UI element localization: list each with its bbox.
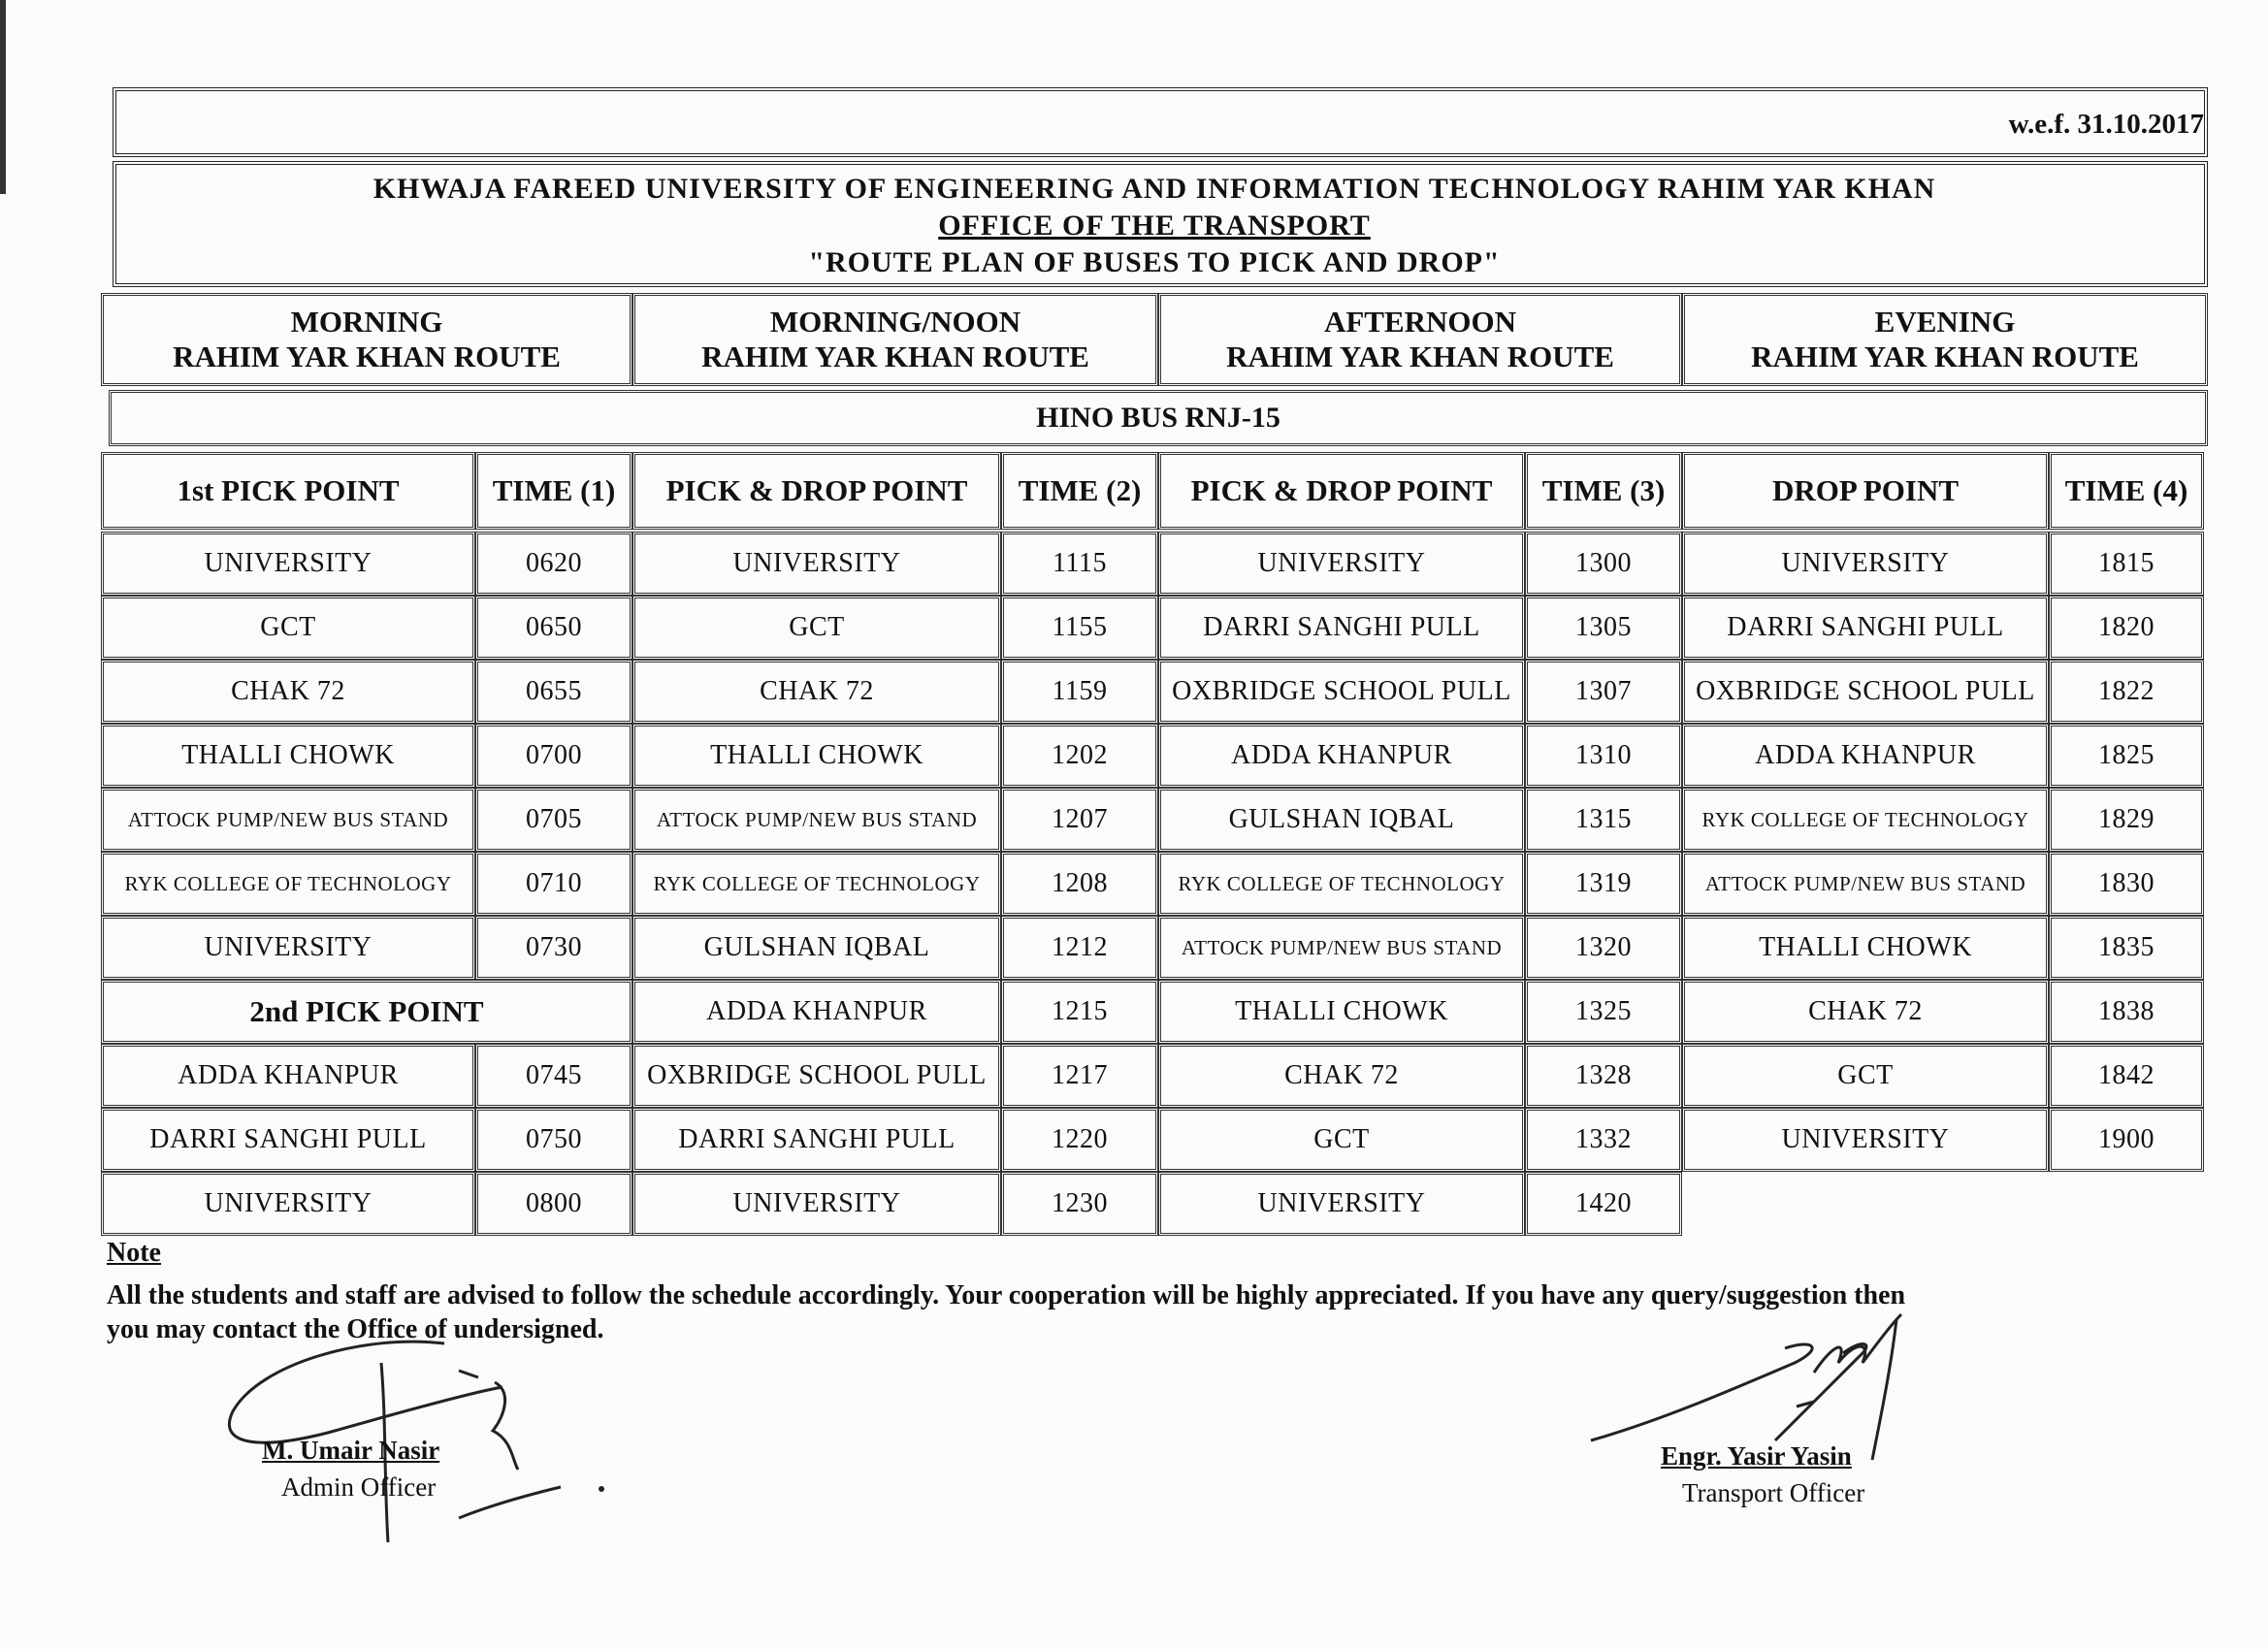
noon-stop: ATTOCK PUMP/NEW BUS STAND [632,788,1001,852]
noon-stop: UNIVERSITY [632,532,1001,596]
afternoon-time: 1420 [1525,1172,1682,1236]
noon-stop: DARRI SANGHI PULL [632,1108,1001,1172]
morning-second-stop: UNIVERSITY [101,1172,475,1236]
noon-time: 1159 [1001,660,1158,724]
evening-stop: ADDA KHANPUR [1682,724,2049,788]
morning-second-time: 0800 [475,1172,632,1236]
route-period: AFTERNOON [1323,305,1517,339]
wef-date: w.e.f. 31.10.2017 [2008,109,2204,140]
noon-time: 1212 [1001,916,1158,980]
column-header-6: DROP POINT [1682,452,2049,530]
noon-time: 1207 [1001,788,1158,852]
afternoon-stop: OXBRIDGE SCHOOL PULL [1158,660,1525,724]
afternoon-stop: CHAK 72 [1158,1044,1525,1108]
route-header-0 [101,293,632,386]
morning-time: 0710 [475,852,632,916]
noon-time: 1115 [1001,532,1158,596]
morning-stop: UNIVERSITY [101,916,475,980]
morning-stop: RYK COLLEGE OF TECHNOLOGY [101,852,475,916]
evening-stop: DARRI SANGHI PULL [1682,596,2049,660]
column-header-1: TIME (1) [475,452,632,530]
noon-time: 1208 [1001,852,1158,916]
afternoon-stop: GCT [1158,1108,1525,1172]
noon-time: 1202 [1001,724,1158,788]
afternoon-time: 1310 [1525,724,1682,788]
evening-time: 1900 [2049,1108,2204,1172]
route-header-2 [1158,293,1682,386]
note-line-1: All the students and staff are advised to follow the schedule accordingly. Your cooperation will be highly appreciated. If you have any query/suggestion then [107,1280,1906,1310]
evening-time: 1825 [2049,724,2204,788]
route-name: RAHIM YAR KHAN ROUTE [1226,340,1614,373]
evening-stop: RYK COLLEGE OF TECHNOLOGY [1682,788,2049,852]
noon-time: 1155 [1001,596,1158,660]
evening-time: 1822 [2049,660,2204,724]
afternoon-stop: UNIVERSITY [1158,1172,1525,1236]
morning-stop: CHAK 72 [101,660,475,724]
afternoon-time: 1300 [1525,532,1682,596]
noon-time: 1215 [1001,980,1158,1044]
noon-stop: ADDA KHANPUR [632,980,1001,1044]
afternoon-stop: UNIVERSITY [1158,532,1525,596]
route-period: MORNING [290,305,443,339]
evening-time: 1820 [2049,596,2204,660]
evening-stop: GCT [1682,1044,2049,1108]
bus-name: HINO BUS RNJ-15 [109,390,2208,446]
column-header-7: TIME (4) [2049,452,2204,530]
second-pick-header: 2nd PICK POINT [101,980,632,1044]
evening-time: 1830 [2049,852,2204,916]
afternoon-time: 1328 [1525,1044,1682,1108]
evening-stop: CHAK 72 [1682,980,2049,1044]
noon-stop: GCT [632,596,1001,660]
afternoon-time: 1305 [1525,596,1682,660]
transport-officer-name: Engr. Yasir Yasin [1661,1441,1852,1471]
afternoon-stop: DARRI SANGHI PULL [1158,596,1525,660]
afternoon-time: 1332 [1525,1108,1682,1172]
evening-time: 1829 [2049,788,2204,852]
route-name: RAHIM YAR KHAN ROUTE [1751,340,2139,373]
noon-time: 1220 [1001,1108,1158,1172]
afternoon-stop: RYK COLLEGE OF TECHNOLOGY [1158,852,1525,916]
column-header-3: TIME (2) [1001,452,1158,530]
morning-stop: ATTOCK PUMP/NEW BUS STAND [101,788,475,852]
noon-stop: CHAK 72 [632,660,1001,724]
evening-stop: OXBRIDGE SCHOOL PULL [1682,660,2049,724]
afternoon-stop: THALLI CHOWK [1158,980,1525,1044]
university-title: KHWAJA FAREED UNIVERSITY OF ENGINEERING AND INFORMATION TECHNOLOGY RAHIM YAR KHAN [373,173,1936,205]
morning-time: 0730 [475,916,632,980]
afternoon-stop: ATTOCK PUMP/NEW BUS STAND [1158,916,1525,980]
plan-title: "ROUTE PLAN OF BUSES TO PICK AND DROP" [808,246,1501,278]
afternoon-time: 1320 [1525,916,1682,980]
route-period: MORNING/NOON [769,305,1021,339]
route-header-1 [632,293,1158,386]
evening-stop: UNIVERSITY [1682,1108,2049,1172]
column-header-5: TIME (3) [1525,452,1682,530]
afternoon-time: 1319 [1525,852,1682,916]
column-header-2: PICK & DROP POINT [632,452,1001,530]
noon-stop: UNIVERSITY [632,1172,1001,1236]
morning-time: 0650 [475,596,632,660]
outer-frame [113,87,2208,157]
morning-stop: UNIVERSITY [101,532,475,596]
afternoon-stop: GULSHAN IQBAL [1158,788,1525,852]
route-name: RAHIM YAR KHAN ROUTE [701,340,1089,373]
evening-time: 1842 [2049,1044,2204,1108]
note-heading: Note [107,1238,161,1268]
noon-stop: THALLI CHOWK [632,724,1001,788]
admin-officer-title: Admin Officer [281,1472,437,1502]
morning-time: 0655 [475,660,632,724]
noon-time: 1217 [1001,1044,1158,1108]
evening-time: 1835 [2049,916,2204,980]
morning-time: 0705 [475,788,632,852]
evening-stop: THALLI CHOWK [1682,916,2049,980]
afternoon-time: 1307 [1525,660,1682,724]
route-plan-sheet [101,87,2208,1268]
morning-stop: GCT [101,596,475,660]
evening-stop: UNIVERSITY [1682,532,2049,596]
morning-second-stop: DARRI SANGHI PULL [101,1108,475,1172]
morning-time: 0620 [475,532,632,596]
admin-officer-name: M. Umair Nasir [262,1436,440,1465]
noon-stop: GULSHAN IQBAL [632,916,1001,980]
column-header-4: PICK & DROP POINT [1158,452,1525,530]
route-name: RAHIM YAR KHAN ROUTE [173,340,561,373]
morning-second-time: 0745 [475,1044,632,1108]
morning-time: 0700 [475,724,632,788]
route-header-3 [1682,293,2208,386]
morning-stop: THALLI CHOWK [101,724,475,788]
office-title: OFFICE OF THE TRANSPORT [938,210,1371,242]
evening-stop: ATTOCK PUMP/NEW BUS STAND [1682,852,2049,916]
column-header-0: 1st PICK POINT [101,452,475,530]
note-line-2: you may contact the Office of undersigned. [107,1314,604,1344]
evening-time: 1815 [2049,532,2204,596]
evening-time: 1838 [2049,980,2204,1044]
scan-edge-mark [0,0,6,194]
afternoon-stop: ADDA KHANPUR [1158,724,1525,788]
transport-officer-title: Transport Officer [1682,1478,1865,1507]
morning-second-time: 0750 [475,1108,632,1172]
afternoon-time: 1325 [1525,980,1682,1044]
afternoon-time: 1315 [1525,788,1682,852]
route-period: EVENING [1874,305,2016,339]
noon-stop: RYK COLLEGE OF TECHNOLOGY [632,852,1001,916]
noon-stop: OXBRIDGE SCHOOL PULL [632,1044,1001,1108]
morning-second-stop: ADDA KHANPUR [101,1044,475,1108]
noon-time: 1230 [1001,1172,1158,1236]
